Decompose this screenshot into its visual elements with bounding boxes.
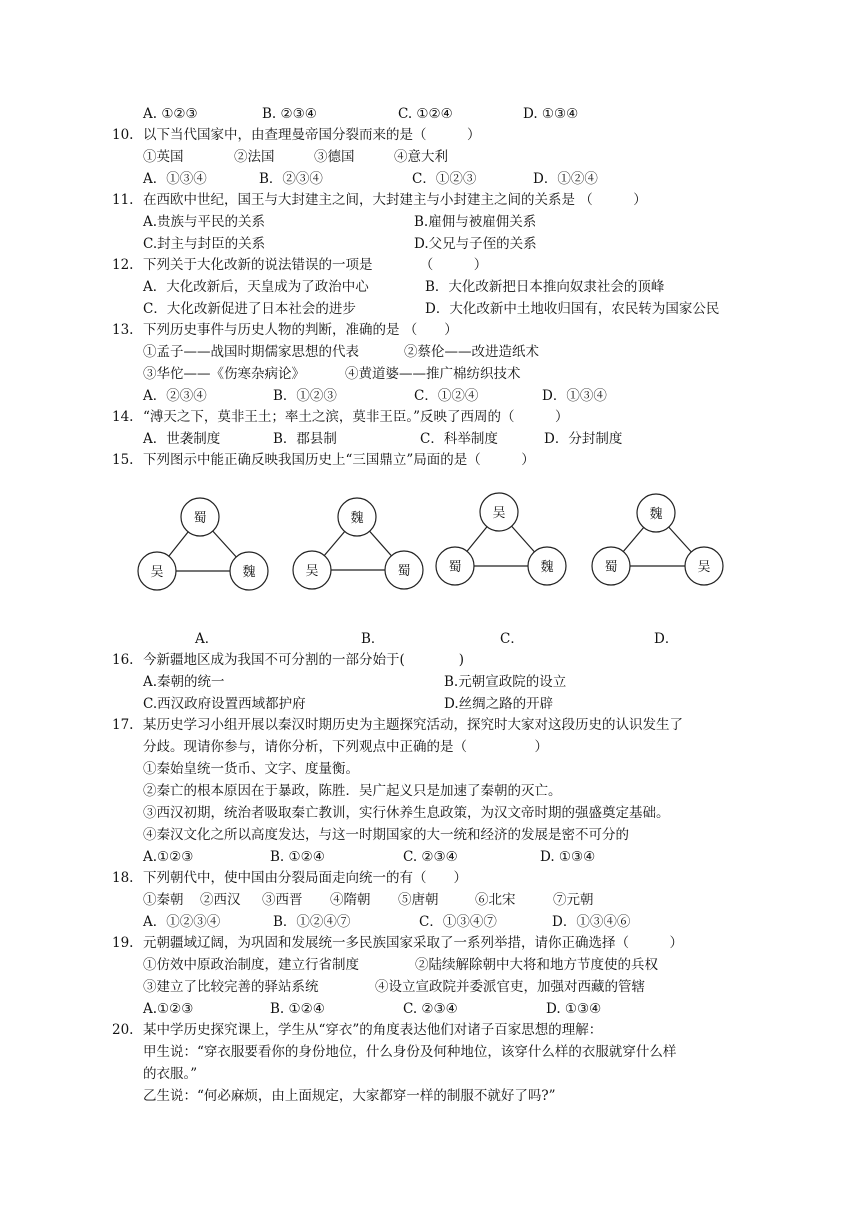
diagram-b (293, 498, 423, 589)
q16-option-b: B.元朝宣政院的设立 (444, 674, 567, 690)
q16-option-a: A.秦朝的统一 (143, 674, 225, 690)
q19-option-b: B. ①②④ (270, 1001, 325, 1017)
diagram-a-node-left (138, 552, 176, 590)
q10-stem: 以下当代国家中，由查理曼帝国分裂而来的是（ ） (143, 127, 481, 143)
q14-option-a: A．世袭制度 (143, 431, 221, 447)
q18-item-3: ③西晋 (262, 892, 303, 908)
diagram-b-node-right (385, 551, 423, 589)
diagram-a-top-label: 蜀 (193, 511, 207, 526)
q12-option-a: A．大化改新后，天皇成为了政治中心 (143, 279, 369, 295)
q18-number: 18. (112, 870, 134, 886)
diagram-a-left-label: 吴 (150, 565, 164, 580)
q17-stem-line2: 分歧。现请你参与，请你分析，下列观点中正确的是（ ） (143, 739, 548, 755)
q11-option-a: A.贵族与平民的关系 (143, 214, 266, 230)
diagram-a-node-right (230, 552, 268, 590)
diagram-d-option-label: D． (654, 631, 679, 647)
q13-stem: 下列历史事件与历史人物的判断，准确的是 （ ） (143, 322, 458, 338)
q10-option-b: B．②③④ (259, 171, 323, 187)
q15-number: 15. (112, 452, 134, 468)
q17-option-a: A.①②③ (143, 849, 194, 865)
diagram-a-node-top (181, 498, 219, 536)
diagram-c (436, 493, 566, 585)
diagram-b-left-label: 吴 (305, 564, 319, 579)
q18-item-6: ⑥北宋 (475, 892, 516, 908)
q17-item-3: ③西汉初期，统治者吸取秦亡教训，实行休养生息政策，为汉文帝时期的强盛奠定基础。 (143, 805, 670, 821)
diagram-d-top-label: 魏 (649, 507, 663, 522)
q13-item-1: ①孟子——战国时期儒家思想的代表 (143, 344, 359, 360)
diagram-a-option-label: A． (195, 631, 219, 647)
q17-option-c: C. ②③④ (403, 849, 458, 865)
diagram-d-node-right (685, 547, 723, 585)
q14-number: 14. (112, 409, 134, 425)
q10-option-d: D．①②④ (533, 171, 598, 187)
q19-option-a: A.①②③ (143, 1001, 194, 1017)
q13-option-a: A．②③④ (143, 388, 207, 404)
q19-option-d: D. ①③④ (546, 1001, 602, 1017)
q20-line-3: 乙生说：“何必麻烦，由上面规定，大家都穿一样的制服不就好了吗?” (143, 1088, 556, 1104)
q16-number: 16. (112, 652, 134, 668)
q11-option-c: C.封主与封臣的关系 (143, 236, 266, 252)
q17-item-2: ②秦亡的根本原因在于暴政，陈胜．吴广起义只是加速了秦朝的灭亡。 (143, 783, 562, 799)
diagram-d-node-top (637, 494, 675, 532)
q20-line-1: 甲生说：“穿衣服要看你的身份地位，什么身份及何种地位，该穿什么样的衣服就穿什么样 (143, 1044, 677, 1060)
q19-item-3: ③建立了比较完善的驿站系统 (143, 979, 319, 995)
diagram-c-top-label: 吴 (492, 506, 506, 521)
q13-option-d: D．①③④ (542, 388, 607, 404)
q18-item-2: ②西汉 (200, 892, 241, 908)
q19-number: 19. (112, 935, 134, 951)
q12-number: 12. (112, 257, 134, 273)
q12-option-b: B．大化改新把日本推向奴隶社会的顶峰 (425, 279, 665, 295)
q9-option-d: D. ①③④ (523, 106, 579, 122)
q14-option-c: C．科举制度 (420, 431, 498, 447)
q11-option-b: B.雇佣与被雇佣关系 (414, 214, 537, 230)
q17-option-b: B. ①②④ (270, 849, 325, 865)
q18-option-c: C．①③④⑦ (419, 914, 497, 930)
diagram-b-top-label: 魏 (350, 511, 364, 526)
q11-stem: 在西欧中世纪，国王与大封建主之间，大封建主与小封建主之间的关系是 （ ） (143, 192, 647, 208)
diagram-c-right-label: 魏 (540, 560, 554, 575)
q10-item-1: ①英国 (143, 149, 184, 165)
diagram-b-option-label: B． (361, 631, 385, 647)
q18-stem: 下列朝代中，使中国由分裂局面走向统一的有（ ） (143, 870, 467, 886)
q20-line-2: 的衣服。” (143, 1066, 198, 1082)
q10-item-3: ③德国 (314, 149, 355, 165)
q9-option-a: A. ①②③ (143, 106, 198, 122)
diagram-d-left-label: 蜀 (604, 560, 618, 575)
q13-option-c: C．①②④ (414, 388, 479, 404)
diagram-c-node-right (528, 547, 566, 585)
q17-number: 17. (112, 717, 134, 733)
q17-option-d: D. ①③④ (540, 849, 596, 865)
diagram-d-right-label: 吴 (697, 560, 711, 575)
q10-item-4: ④意大利 (394, 149, 448, 165)
diagram-c-left-label: 蜀 (448, 560, 462, 575)
q14-option-b: B．郡县制 (273, 431, 337, 447)
diagram-b-right-label: 蜀 (397, 564, 411, 579)
q12-stem: 下列关于大化改新的说法错误的一项是 （ ） (143, 257, 488, 273)
q16-option-d: D.丝绸之路的开辟 (444, 696, 554, 712)
q16-option-c: C.西汉政府设置西域都护府 (143, 696, 306, 712)
q19-item-2: ②陆续解除朝中大将和地方节度使的兵权 (415, 957, 658, 973)
diagram-b-node-left (293, 551, 331, 589)
q10-option-a: A．①③④ (143, 171, 207, 187)
q20-stem: 某中学历史探究课上，学生从“穿衣”的角度表达他们对诸子百家思想的理解： (143, 1022, 603, 1038)
q16-stem: 今新疆地区成为我国不可分割的一部分始于( ) (143, 652, 465, 668)
diagram-c-node-left (436, 547, 474, 585)
diagram-a-right-label: 魏 (242, 565, 256, 580)
diagram-a (138, 498, 268, 590)
q15-stem: 下列图示中能正确反映我国历史上“三国鼎立”局面的是（ ） (143, 452, 535, 468)
q13-option-b: B．①②③ (273, 388, 337, 404)
q18-option-d: D．①③④⑥ (552, 914, 631, 930)
q9-option-b: B. ②③④ (262, 106, 317, 122)
q17-item-1: ①秦始皇统一货币、文字、度量衡。 (143, 761, 359, 777)
q14-option-d: D．分封制度 (544, 431, 623, 447)
q11-number: 11. (112, 192, 134, 208)
q13-item-3: ③华佗——《伤寒杂病论》 (143, 366, 305, 382)
q18-option-a: A．①②③④ (143, 914, 221, 930)
q19-item-1: ①仿效中原政治制度，建立行省制度 (143, 957, 359, 973)
q18-item-5: ⑤唐朝 (398, 892, 439, 908)
three-kingdoms-diagrams (0, 480, 860, 600)
q18-item-7: ⑦元朝 (553, 892, 594, 908)
q18-item-1: ①秦朝 (143, 892, 184, 908)
q19-stem: 元朝疆域辽阔，为巩固和发展统一多民族国家采取了一系列举措，请你正确选择（ ） (143, 935, 683, 951)
q9-option-c: C. ①②④ (398, 106, 453, 122)
diagram-b-node-top (338, 498, 376, 536)
q11-option-d: D.父兄与子侄的关系 (414, 236, 537, 252)
q13-number: 13. (112, 322, 134, 338)
q17-item-4: ④秦汉文化之所以高度发达，与这一时期国家的大一统和经济的发展是密不可分的 (143, 827, 629, 843)
q13-item-2: ②蔡伦——改进造纸术 (404, 344, 539, 360)
q12-option-d: D．大化改新中土地收归国有，农民转为国家公民 (425, 301, 720, 317)
q20-number: 20. (112, 1022, 134, 1038)
q10-number: 10. (112, 127, 134, 143)
q18-item-4: ④隋朝 (330, 892, 371, 908)
diagram-c-node-top (480, 493, 518, 531)
q13-item-4: ④黄道婆——推广棉纺织技术 (345, 366, 521, 382)
q14-stem: “溥天之下，莫非王土；率土之滨，莫非王臣。”反映了西周的（ ） (143, 409, 569, 425)
q17-stem-line1: 某历史学习小组开展以秦汉时期历史为主题探究活动，探究时大家对这段历史的认识发生了 (143, 717, 683, 733)
diagram-d-node-left (592, 547, 630, 585)
diagram-d (592, 494, 723, 585)
q10-option-c: C．①②③ (412, 171, 477, 187)
q10-item-2: ②法国 (234, 149, 275, 165)
q18-option-b: B．①②④⑦ (273, 914, 351, 930)
q19-option-c: C. ②③④ (403, 1001, 458, 1017)
diagram-c-option-label: C． (500, 631, 524, 647)
q19-item-4: ④设立宣政院并委派官吏，加强对西藏的管辖 (375, 979, 645, 995)
q12-option-c: C．大化改新促进了日本社会的进步 (143, 301, 356, 317)
